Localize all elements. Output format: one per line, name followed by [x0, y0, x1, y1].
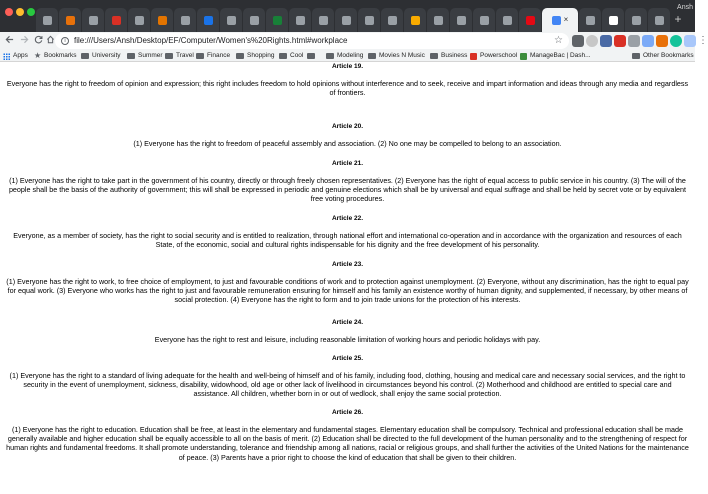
- tab-favicon-icon: [411, 16, 420, 25]
- folder-icon: [632, 53, 640, 59]
- home-icon: [46, 35, 55, 44]
- bookmark-powerschool[interactable]: [470, 51, 517, 61]
- extensions-row: [572, 34, 708, 48]
- address-bar[interactable]: [55, 33, 569, 49]
- browser-tab[interactable]: [473, 8, 495, 32]
- browser-tab[interactable]: [82, 8, 104, 32]
- bookmark-apps[interactable]: [3, 51, 28, 61]
- article-heading: Article 25.: [331, 355, 364, 362]
- forward-arrow-icon: [20, 35, 29, 44]
- tab-favicon-icon: [250, 16, 259, 25]
- tab-favicon-icon: [388, 16, 397, 25]
- bookmark-label: Bookmarks: [44, 52, 77, 59]
- tab-strip: [0, 0, 695, 32]
- article-heading: Article 21.: [331, 160, 364, 167]
- browser-tab[interactable]: [197, 8, 219, 32]
- folder-icon: [307, 53, 315, 59]
- bookmark-label: Cool: [290, 52, 304, 59]
- tab-favicon-icon: [632, 16, 641, 25]
- article-heading: Article 19.: [331, 63, 364, 70]
- browser-tab[interactable]: [358, 8, 380, 32]
- document-content: [0, 63, 695, 494]
- bookmark-summer[interactable]: [127, 51, 163, 61]
- bookmark-label: University: [92, 52, 121, 59]
- browser-tab[interactable]: [625, 8, 647, 32]
- bookmark-label: Shopping: [247, 52, 275, 59]
- folder-icon: [127, 53, 135, 59]
- honey-extension-icon[interactable]: [656, 35, 668, 47]
- article-section: [6, 408, 689, 462]
- browser-tab[interactable]: [335, 8, 357, 32]
- back-arrow-icon: [5, 35, 14, 44]
- bookmark-shopping[interactable]: [236, 51, 274, 61]
- browser-tab[interactable]: [648, 8, 670, 32]
- tab-favicon-icon: [135, 16, 144, 25]
- folder-icon: [236, 53, 244, 59]
- browser-tab[interactable]: [128, 8, 150, 32]
- shield-extension-icon[interactable]: [572, 35, 584, 47]
- bookmark-business[interactable]: [430, 51, 467, 61]
- bookmark-bookmarks[interactable]: [34, 51, 77, 61]
- article-section: [6, 159, 689, 204]
- tab-favicon-icon: [526, 16, 535, 25]
- tab-favicon-icon: [655, 16, 664, 25]
- bookmark-folder[interactable]: [307, 51, 318, 61]
- back-button[interactable]: [2, 33, 16, 49]
- tab-favicon-icon: [480, 16, 489, 25]
- browser-tab[interactable]: [36, 8, 58, 32]
- tab-close-icon[interactable]: ×: [563, 15, 569, 24]
- powerschool-icon: [470, 53, 477, 60]
- bookmark-modeling[interactable]: [326, 51, 363, 61]
- tab-favicon-icon: [365, 16, 374, 25]
- cloud-extension-icon[interactable]: [684, 35, 696, 47]
- bookmark-travel[interactable]: [165, 51, 194, 61]
- pen-extension-icon[interactable]: [642, 35, 654, 47]
- bookmark-star-icon[interactable]: ☆: [554, 35, 563, 46]
- page-info-icon[interactable]: i: [61, 37, 69, 45]
- browser-tab[interactable]: [105, 8, 127, 32]
- browser-tab[interactable]: [579, 8, 601, 32]
- window-close-button[interactable]: [5, 8, 13, 16]
- tabs-row: [36, 6, 682, 32]
- browser-tab[interactable]: [243, 8, 265, 32]
- browser-tab[interactable]: [450, 8, 472, 32]
- adblock-extension-icon[interactable]: [614, 35, 626, 47]
- tab-favicon-icon: [273, 16, 282, 25]
- bookmark-label: Summer: [138, 52, 163, 59]
- browser-tab[interactable]: [381, 8, 403, 32]
- tab-favicon-icon: [89, 16, 98, 25]
- browser-tab[interactable]: [404, 8, 426, 32]
- browser-tab[interactable]: [602, 8, 624, 32]
- forward-button[interactable]: [17, 33, 31, 49]
- tab-favicon-icon: [66, 16, 75, 25]
- browser-tab[interactable]: [427, 8, 449, 32]
- tab-favicon-icon: [434, 16, 443, 25]
- new-tab-icon[interactable]: +: [674, 12, 682, 26]
- browser-tab[interactable]: [151, 8, 173, 32]
- article-heading: Article 23.: [331, 261, 364, 268]
- bookmark-managebac-dash[interactable]: [520, 51, 591, 61]
- article-heading: Article 24.: [331, 319, 364, 326]
- bookmark-label: Apps: [13, 52, 28, 59]
- bookmark-label: ManageBac | Dash...: [530, 52, 591, 59]
- folder-icon: [196, 53, 204, 59]
- tab-favicon-icon: [296, 16, 305, 25]
- reload-icon: [34, 35, 43, 44]
- puzzle-extension-icon[interactable]: [628, 35, 640, 47]
- bookmark-cool[interactable]: [279, 51, 303, 61]
- profile-name[interactable]: Ansh: [677, 4, 693, 11]
- browser-tab[interactable]: [220, 8, 242, 32]
- article-section: [6, 354, 689, 399]
- browser-tab[interactable]: [312, 8, 334, 32]
- tab-favicon-icon: [204, 16, 213, 25]
- browser-tab[interactable]: [174, 8, 196, 32]
- address-bar-url[interactable]: file:///Users/Ansh/Desktop/EF/Computer/Women's%20Rights.html#workplace: [74, 36, 348, 45]
- article-heading: Article 26.: [331, 409, 364, 416]
- article-text: Everyone has the right to freedom of opinion and expression; this right includes freedom to hold opinions without interference and to seek, receive and impart information and ideas through any media and regardless of frontiers.: [6, 79, 689, 98]
- folder-icon: [430, 53, 438, 59]
- browser-tab[interactable]: [519, 8, 541, 32]
- mail-extension-icon[interactable]: [600, 35, 612, 47]
- article-text: Everyone has the right to rest and leisure, including reasonable limitation of working hours and periodic holidays with pay.: [154, 335, 541, 344]
- bookmark-label: Movies N Music: [379, 52, 425, 59]
- browser-tab[interactable]: [289, 8, 311, 32]
- window-minimize-button[interactable]: [16, 8, 24, 16]
- article-text: Everyone, as a member of society, has the right to social security and is entitled to realization, through national effort and international co-operation and in accordance with the organization and resources of each State, of the economic, social and cultural rights indispensable for his dignity and the free development of his personality.: [13, 231, 682, 250]
- tab-favicon-icon: [503, 16, 512, 25]
- tab-favicon-icon: [158, 16, 167, 25]
- bookmark-label: Other Bookmarks: [643, 52, 694, 59]
- bookmark-other-bookmarks[interactable]: [632, 51, 694, 61]
- tab-favicon-icon: [609, 16, 618, 25]
- article-text: (1) Everyone has the right to education. Education shall be free, at least in the elementary and fundamental stages. Elementary education shall be compulsory. Technical and professional education shall be made generally available and higher education shall be equally accessible to all on the basis of merit. (2) Education shall be directed to the full development of the human personality and to the strengthening of respect for human rights and fundamental freedoms. It shall promote understanding, tolerance and friendship among all nations, racial or religious groups, and shall further the activities of the United Nations for the maintenance of peace. (3) Parents have a prior right to choose the kind of education that shall be given to their children.: [6, 425, 689, 462]
- browser-toolbar: [0, 32, 708, 50]
- window-maximize-button[interactable]: [27, 8, 35, 16]
- folder-icon: [368, 53, 376, 59]
- bookmark-finance[interactable]: [196, 51, 230, 61]
- article-text: (1) Everyone has the right to take part in the government of his country, directly or through freely chosen representatives. (2) Everyone has the right of equal access to public service in his country. (3) The will of the people shall be the basis of the authority of government; this will shall be expressed in periodic and genuine elections which shall be by universal and equal suffrage and shall be held by secret vote or by equivalent free voting procedures.: [8, 176, 687, 204]
- article-text: (1) Everyone has the right to freedom of peaceful assembly and association. (2) No one may be compelled to belong to an association.: [133, 139, 562, 148]
- tab-favicon-icon: [181, 16, 190, 25]
- bookmark-movies-n-music[interactable]: [368, 51, 425, 61]
- tab-favicon-icon: [43, 16, 52, 25]
- active-tab[interactable]: [542, 8, 578, 32]
- bookmark-label: Finance: [207, 52, 231, 59]
- browser-tab[interactable]: [266, 8, 288, 32]
- active-tab-favicon-icon: [552, 16, 561, 25]
- tab-favicon-icon: [227, 16, 236, 25]
- tab-favicon-icon: [457, 16, 466, 25]
- article-section: [6, 214, 689, 249]
- bookmark-label: Powerschool: [480, 52, 518, 59]
- managebac-icon: [520, 53, 527, 60]
- bookmark-label: Business: [441, 52, 468, 59]
- tab-favicon-icon: [319, 16, 328, 25]
- bookmark-label: Modeling: [337, 52, 364, 59]
- folder-icon: [81, 53, 89, 59]
- apps-icon: [3, 53, 10, 60]
- tab-favicon-icon: [112, 16, 121, 25]
- tab-favicon-icon: [586, 16, 595, 25]
- article-section: [6, 122, 689, 148]
- circle-extension-icon[interactable]: [586, 35, 598, 47]
- browser-tab[interactable]: [59, 8, 81, 32]
- article-section: [6, 318, 689, 344]
- folder-icon: [279, 53, 287, 59]
- star-icon: ★: [34, 51, 42, 60]
- article-text: (1) Everyone has the right to work, to free choice of employment, to just and favourable conditions of work and to protection against unemployment. (2) Everyone, without any discrimination, has the right to equal pay for equal work. (3) Everyone who works has the right to just and favourable remuneration ensuring for himself and his family an existence worthy of human dignity, and supplemented, if necessary, by other means of social protection. (4) Everyone has the right to form and to join trade unions for the protection of his interests.: [6, 277, 689, 305]
- article-section: [6, 62, 689, 97]
- article-text: (1) Everyone has the right to a standard of living adequate for the health and well-being of himself and of his family, including food, clothing, housing and medical care and necessary social services, and the right to security in the event of unemployment, sickness, disability, widowhood, old age or other lack of livelihood in circumstances beyond his control. (2) Motherhood and childhood are entitled to special care and assistance. All children, whether born in or out of wedlock, shall enjoy the same social protection.: [9, 371, 686, 399]
- tab-favicon-icon: [342, 16, 351, 25]
- article-section: [6, 260, 689, 305]
- bookmark-label: Travel: [176, 52, 194, 59]
- folder-icon: [165, 53, 173, 59]
- grammarly-extension-icon[interactable]: [670, 35, 682, 47]
- bookmarks-bar: [0, 50, 695, 62]
- folder-icon: [326, 53, 334, 59]
- article-heading: Article 22.: [331, 215, 364, 222]
- article-heading: Article 20.: [331, 123, 364, 130]
- bookmark-university[interactable]: [81, 51, 121, 61]
- browser-menu-icon[interactable]: ⋮: [698, 35, 708, 46]
- browser-tab[interactable]: [496, 8, 518, 32]
